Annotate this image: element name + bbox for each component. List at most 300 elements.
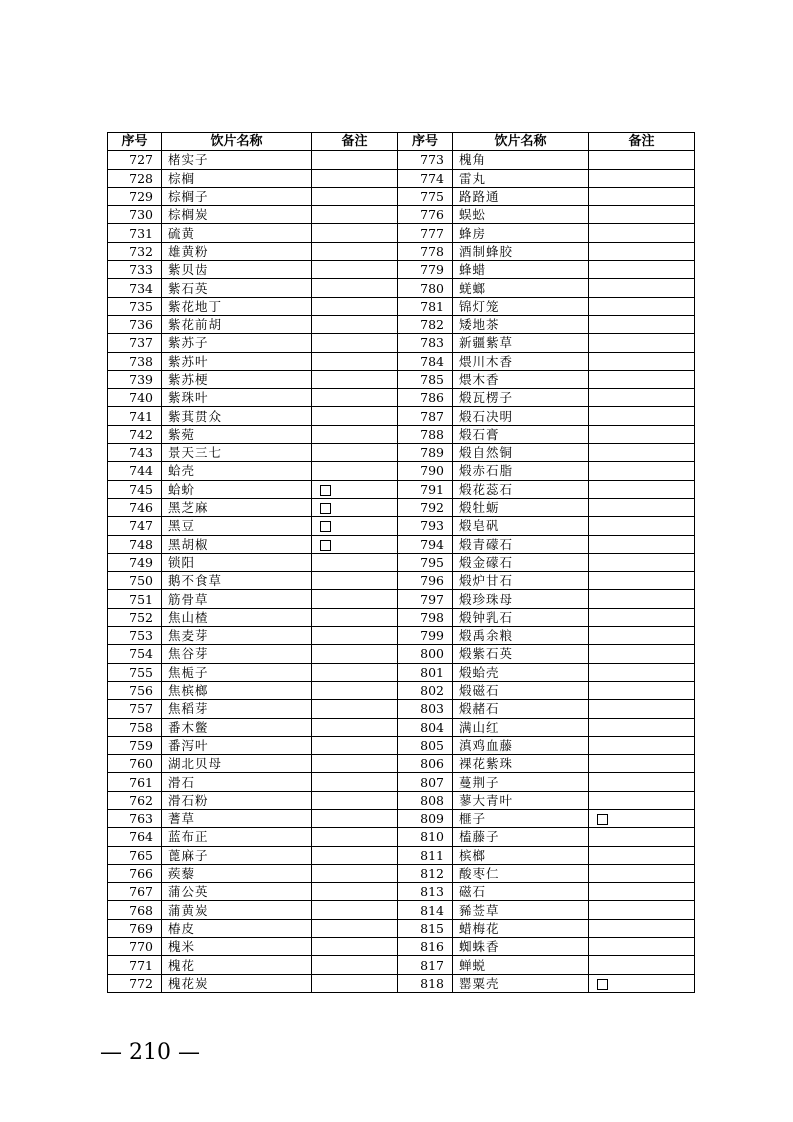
- note-cell: [312, 608, 398, 626]
- note-cell: [312, 407, 398, 425]
- seq-number: 764: [108, 828, 162, 846]
- note-cell: [589, 297, 695, 315]
- table-row: [108, 389, 695, 407]
- table-header-row: [108, 133, 695, 151]
- seq-number: 774: [398, 169, 453, 187]
- note-cell: [312, 700, 398, 718]
- herb-name: 煨木香: [453, 370, 589, 388]
- seq-number: 734: [108, 279, 162, 297]
- table-row: [108, 480, 695, 498]
- table-row: [108, 352, 695, 370]
- seq-number: 798: [398, 608, 453, 626]
- seq-number: 802: [398, 681, 453, 699]
- note-cell: [312, 425, 398, 443]
- herb-name: 煅磁石: [453, 681, 589, 699]
- herb-name: 锁阳: [162, 553, 312, 571]
- note-cell: [589, 938, 695, 956]
- herb-name: 煅石膏: [453, 425, 589, 443]
- note-cell: [312, 663, 398, 681]
- seq-number: 808: [398, 791, 453, 809]
- seq-number: 736: [108, 315, 162, 333]
- seq-number: 753: [108, 627, 162, 645]
- herb-name: 煅珍珠母: [453, 590, 589, 608]
- seq-number: 793: [398, 517, 453, 535]
- herb-name: 紫石英: [162, 279, 312, 297]
- note-cell: [312, 645, 398, 663]
- seq-number: 763: [108, 809, 162, 827]
- note-cell: [312, 809, 398, 827]
- note-cell: [312, 627, 398, 645]
- table-row: [108, 901, 695, 919]
- note-cell: [312, 480, 398, 498]
- herb-name: 滇鸡血藤: [453, 736, 589, 754]
- seq-number: 745: [108, 480, 162, 498]
- seq-number: 761: [108, 773, 162, 791]
- herb-name: 棕榈炭: [162, 206, 312, 224]
- herb-name: 棕榈: [162, 169, 312, 187]
- herb-name: 番泻叶: [162, 736, 312, 754]
- herb-name: 紫花地丁: [162, 297, 312, 315]
- note-cell: [589, 535, 695, 553]
- herb-name: 煅禹余粮: [453, 627, 589, 645]
- herb-name: 蜣螂: [453, 279, 589, 297]
- checkbox-mark: [320, 521, 331, 532]
- seq-number: 743: [108, 444, 162, 462]
- herb-name: 锦灯笼: [453, 297, 589, 315]
- note-cell: [312, 956, 398, 974]
- note-cell: [312, 462, 398, 480]
- note-cell: [312, 242, 398, 260]
- header-name: 饮片名称: [162, 133, 312, 151]
- table-row: [108, 627, 695, 645]
- note-cell: [312, 974, 398, 992]
- seq-number: 786: [398, 389, 453, 407]
- note-cell: [312, 938, 398, 956]
- note-cell: [589, 919, 695, 937]
- seq-number: 768: [108, 901, 162, 919]
- herb-name: 紫萁贯众: [162, 407, 312, 425]
- herb-name: 蒲黄炭: [162, 901, 312, 919]
- seq-number: 732: [108, 242, 162, 260]
- page-number: — 210 —: [100, 1040, 200, 1065]
- seq-number: 794: [398, 535, 453, 553]
- seq-number: 776: [398, 206, 453, 224]
- table-row: [108, 608, 695, 626]
- herb-name: 紫苏梗: [162, 370, 312, 388]
- seq-number: 810: [398, 828, 453, 846]
- herb-name: 煅金礞石: [453, 553, 589, 571]
- note-cell: [312, 736, 398, 754]
- herb-name: 酒制蜂胶: [453, 242, 589, 260]
- seq-number: 751: [108, 590, 162, 608]
- seq-number: 778: [398, 242, 453, 260]
- note-cell: [589, 151, 695, 169]
- herb-name: 鹅不食草: [162, 572, 312, 590]
- table-row: [108, 224, 695, 242]
- seq-number: 748: [108, 535, 162, 553]
- table-row: [108, 425, 695, 443]
- note-cell: [589, 279, 695, 297]
- header-seq: 序号: [108, 133, 162, 151]
- seq-number: 744: [108, 462, 162, 480]
- seq-number: 785: [398, 370, 453, 388]
- herb-name: 蓼大青叶: [453, 791, 589, 809]
- table-row: [108, 773, 695, 791]
- note-cell: [312, 334, 398, 352]
- seq-number: 747: [108, 517, 162, 535]
- herb-name: 滑石粉: [162, 791, 312, 809]
- note-cell: [589, 370, 695, 388]
- table-row: [108, 864, 695, 882]
- seq-number: 789: [398, 444, 453, 462]
- herb-name: 湖北贝母: [162, 755, 312, 773]
- table-row: [108, 169, 695, 187]
- note-cell: [312, 261, 398, 279]
- note-cell: [312, 828, 398, 846]
- herb-name: 紫珠叶: [162, 389, 312, 407]
- seq-number: 805: [398, 736, 453, 754]
- note-cell: [589, 242, 695, 260]
- seq-number: 803: [398, 700, 453, 718]
- note-cell: [312, 864, 398, 882]
- table-row: [108, 334, 695, 352]
- note-cell: [589, 700, 695, 718]
- seq-number: 787: [398, 407, 453, 425]
- note-cell: [312, 206, 398, 224]
- table-row: [108, 242, 695, 260]
- table-row: [108, 809, 695, 827]
- note-cell: [589, 883, 695, 901]
- note-cell: [312, 901, 398, 919]
- note-cell: [589, 572, 695, 590]
- herb-name: 蝉蜕: [453, 956, 589, 974]
- herb-name: 景天三七: [162, 444, 312, 462]
- seq-number: 749: [108, 553, 162, 571]
- herb-name: 槐花炭: [162, 974, 312, 992]
- table-row: [108, 297, 695, 315]
- seq-number: 752: [108, 608, 162, 626]
- herb-name: 焦谷芽: [162, 645, 312, 663]
- note-cell: [312, 773, 398, 791]
- herb-name: 蜡梅花: [453, 919, 589, 937]
- note-cell: [312, 791, 398, 809]
- note-cell: [589, 261, 695, 279]
- seq-number: 733: [108, 261, 162, 279]
- seq-number: 769: [108, 919, 162, 937]
- note-cell: [312, 590, 398, 608]
- table-row: [108, 315, 695, 333]
- seq-number: 738: [108, 352, 162, 370]
- herb-name: 雄黄粉: [162, 242, 312, 260]
- note-cell: [312, 315, 398, 333]
- checkbox-mark: [320, 485, 331, 496]
- herb-name: 煅炉甘石: [453, 572, 589, 590]
- seq-number: 792: [398, 498, 453, 516]
- seq-number: 779: [398, 261, 453, 279]
- herb-name: 煅石决明: [453, 407, 589, 425]
- note-cell: [589, 480, 695, 498]
- seq-number: 813: [398, 883, 453, 901]
- table-row: [108, 261, 695, 279]
- seq-number: 742: [108, 425, 162, 443]
- herb-name: 蒲公英: [162, 883, 312, 901]
- note-cell: [589, 498, 695, 516]
- note-cell: [589, 407, 695, 425]
- note-cell: [589, 791, 695, 809]
- seq-number: 816: [398, 938, 453, 956]
- herb-name: 楮实子: [162, 151, 312, 169]
- table-row: [108, 407, 695, 425]
- herb-name: 紫花前胡: [162, 315, 312, 333]
- seq-number: 804: [398, 718, 453, 736]
- herb-name: 煨川木香: [453, 352, 589, 370]
- herb-name: 棕榈子: [162, 187, 312, 205]
- note-cell: [589, 663, 695, 681]
- table-row: [108, 938, 695, 956]
- note-cell: [312, 352, 398, 370]
- header-note: 备注: [589, 133, 695, 151]
- note-cell: [589, 681, 695, 699]
- herb-name: 煅蛤壳: [453, 663, 589, 681]
- table-row: [108, 755, 695, 773]
- table-row: [108, 498, 695, 516]
- herb-name: 煅花蕊石: [453, 480, 589, 498]
- herb-name: 槟榔: [453, 846, 589, 864]
- note-cell: [589, 517, 695, 535]
- herb-name: 焦栀子: [162, 663, 312, 681]
- checkbox-mark: [320, 503, 331, 514]
- note-cell: [589, 553, 695, 571]
- seq-number: 729: [108, 187, 162, 205]
- header-note: 备注: [312, 133, 398, 151]
- table-row: [108, 791, 695, 809]
- herb-name: 蜂蜡: [453, 261, 589, 279]
- table-row: [108, 956, 695, 974]
- note-cell: [312, 151, 398, 169]
- table-row: [108, 572, 695, 590]
- note-cell: [312, 718, 398, 736]
- note-cell: [589, 901, 695, 919]
- note-cell: [312, 389, 398, 407]
- note-cell: [312, 883, 398, 901]
- table-row: [108, 517, 695, 535]
- herb-name: 煅皂矾: [453, 517, 589, 535]
- table-row: [108, 590, 695, 608]
- note-cell: [589, 773, 695, 791]
- herb-name: 滑石: [162, 773, 312, 791]
- seq-number: 756: [108, 681, 162, 699]
- seq-number: 750: [108, 572, 162, 590]
- note-cell: [589, 425, 695, 443]
- herb-name: 蒺藜: [162, 864, 312, 882]
- table-row: [108, 370, 695, 388]
- note-cell: [312, 444, 398, 462]
- seq-number: 739: [108, 370, 162, 388]
- table-row: [108, 846, 695, 864]
- herb-name: 槐花: [162, 956, 312, 974]
- seq-number: 799: [398, 627, 453, 645]
- herb-name: 新疆紫草: [453, 334, 589, 352]
- seq-number: 770: [108, 938, 162, 956]
- herb-name: 榼藤子: [453, 828, 589, 846]
- note-cell: [312, 498, 398, 516]
- herb-name: 番木鳖: [162, 718, 312, 736]
- herb-name: 煅瓦楞子: [453, 389, 589, 407]
- herb-name: 煅自然铜: [453, 444, 589, 462]
- herb-name: 蓝布正: [162, 828, 312, 846]
- note-cell: [589, 645, 695, 663]
- seq-number: 731: [108, 224, 162, 242]
- seq-number: 765: [108, 846, 162, 864]
- seq-number: 759: [108, 736, 162, 754]
- note-cell: [589, 718, 695, 736]
- note-cell: [589, 462, 695, 480]
- note-cell: [312, 535, 398, 553]
- table-row: [108, 700, 695, 718]
- note-cell: [312, 279, 398, 297]
- herb-name: 满山红: [453, 718, 589, 736]
- herb-name: 焦槟榔: [162, 681, 312, 699]
- seq-number: 737: [108, 334, 162, 352]
- table-row: [108, 919, 695, 937]
- seq-number: 795: [398, 553, 453, 571]
- note-cell: [589, 846, 695, 864]
- note-cell: [589, 809, 695, 827]
- herb-name: 蜂房: [453, 224, 589, 242]
- seq-number: 728: [108, 169, 162, 187]
- seq-number: 780: [398, 279, 453, 297]
- herb-name: 煅赭石: [453, 700, 589, 718]
- seq-number: 777: [398, 224, 453, 242]
- seq-number: 773: [398, 151, 453, 169]
- seq-number: 812: [398, 864, 453, 882]
- seq-number: 755: [108, 663, 162, 681]
- seq-number: 775: [398, 187, 453, 205]
- herb-name: 蓖麻子: [162, 846, 312, 864]
- note-cell: [312, 370, 398, 388]
- herb-name: 紫苏子: [162, 334, 312, 352]
- note-cell: [312, 224, 398, 242]
- note-cell: [312, 517, 398, 535]
- note-cell: [589, 864, 695, 882]
- table-row: [108, 974, 695, 992]
- note-cell: [312, 572, 398, 590]
- note-cell: [589, 187, 695, 205]
- checkbox-mark: [597, 814, 608, 825]
- table-row: [108, 736, 695, 754]
- note-cell: [312, 919, 398, 937]
- note-cell: [312, 553, 398, 571]
- herb-name: 蜈蚣: [453, 206, 589, 224]
- note-cell: [589, 956, 695, 974]
- header-name: 饮片名称: [453, 133, 589, 151]
- checkbox-mark: [320, 540, 331, 551]
- seq-number: 781: [398, 297, 453, 315]
- header-seq: 序号: [398, 133, 453, 151]
- note-cell: [589, 224, 695, 242]
- herb-name: 裸花紫珠: [453, 755, 589, 773]
- seq-number: 735: [108, 297, 162, 315]
- seq-number: 758: [108, 718, 162, 736]
- seq-number: 796: [398, 572, 453, 590]
- note-cell: [589, 334, 695, 352]
- herb-name: 蓍草: [162, 809, 312, 827]
- seq-number: 800: [398, 645, 453, 663]
- herb-name: 筋骨草: [162, 590, 312, 608]
- table-row: [108, 206, 695, 224]
- seq-number: 788: [398, 425, 453, 443]
- herb-name: 雷丸: [453, 169, 589, 187]
- seq-number: 754: [108, 645, 162, 663]
- table-row: [108, 535, 695, 553]
- table-row: [108, 462, 695, 480]
- seq-number: 809: [398, 809, 453, 827]
- herb-name: 黑芝麻: [162, 498, 312, 516]
- seq-number: 741: [108, 407, 162, 425]
- herb-name: 焦稻芽: [162, 700, 312, 718]
- seq-number: 783: [398, 334, 453, 352]
- seq-number: 806: [398, 755, 453, 773]
- table-row: [108, 279, 695, 297]
- herb-name: 紫菀: [162, 425, 312, 443]
- note-cell: [589, 352, 695, 370]
- herb-name: 焦山楂: [162, 608, 312, 626]
- note-cell: [312, 755, 398, 773]
- herb-name: 磁石: [453, 883, 589, 901]
- table-row: [108, 444, 695, 462]
- seq-number: 767: [108, 883, 162, 901]
- seq-number: 746: [108, 498, 162, 516]
- seq-number: 760: [108, 755, 162, 773]
- note-cell: [312, 681, 398, 699]
- herb-name: 焦麦芽: [162, 627, 312, 645]
- table-row: [108, 553, 695, 571]
- herb-table: [107, 132, 695, 993]
- seq-number: 818: [398, 974, 453, 992]
- note-cell: [589, 315, 695, 333]
- seq-number: 762: [108, 791, 162, 809]
- herb-name: 豨莶草: [453, 901, 589, 919]
- seq-number: 790: [398, 462, 453, 480]
- herb-name: 榧子: [453, 809, 589, 827]
- note-cell: [589, 206, 695, 224]
- herb-name: 槐角: [453, 151, 589, 169]
- seq-number: 772: [108, 974, 162, 992]
- seq-number: 782: [398, 315, 453, 333]
- note-cell: [312, 846, 398, 864]
- seq-number: 727: [108, 151, 162, 169]
- herb-name: 煅牡蛎: [453, 498, 589, 516]
- table-row: [108, 883, 695, 901]
- note-cell: [589, 736, 695, 754]
- seq-number: 817: [398, 956, 453, 974]
- table-row: [108, 645, 695, 663]
- note-cell: [589, 828, 695, 846]
- herb-name: 黑胡椒: [162, 535, 312, 553]
- herb-name: 椿皮: [162, 919, 312, 937]
- seq-number: 801: [398, 663, 453, 681]
- seq-number: 814: [398, 901, 453, 919]
- herb-name: 煅赤石脂: [453, 462, 589, 480]
- herb-name: 蛤壳: [162, 462, 312, 480]
- herb-name: 煅钟乳石: [453, 608, 589, 626]
- herb-name: 酸枣仁: [453, 864, 589, 882]
- herb-name: 黑豆: [162, 517, 312, 535]
- herb-name: 路路通: [453, 187, 589, 205]
- seq-number: 730: [108, 206, 162, 224]
- table-row: [108, 151, 695, 169]
- herb-name: 硫黄: [162, 224, 312, 242]
